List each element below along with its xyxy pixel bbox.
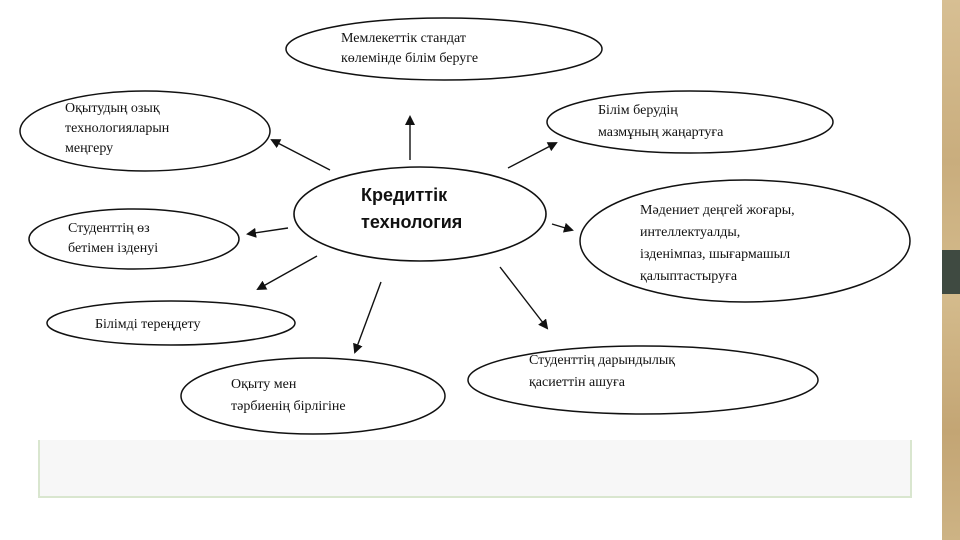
node-top-right-line-1: Білім берудің: [598, 103, 678, 118]
node-left-line-1: Студенттің өз: [68, 221, 150, 236]
node-right-ellipse: [580, 180, 910, 302]
slide-bottom-strip: [0, 508, 942, 540]
node-left-line-2: бетімен ізденуі: [68, 241, 159, 256]
node-top-left-line-3: меңгеру: [65, 141, 114, 156]
arrow-to-bottom-center: [355, 282, 381, 352]
arrow-to-top-right: [508, 143, 556, 168]
center-line-2: технология: [361, 212, 463, 232]
node-top-line-1: Мемлекеттік стандат: [341, 31, 466, 46]
arrow-to-top-left: [272, 140, 330, 170]
arrow-to-left: [248, 228, 288, 234]
node-top-line-2: көлемінде білім беруге: [341, 51, 479, 66]
node-bottom-right-line-1: Студенттің дарындылық: [529, 353, 676, 368]
node-right-line-4: қалыптастыруға: [640, 269, 738, 284]
node-right-line-3: ізденімпаз, шығармашыл: [640, 247, 791, 262]
node-top-left-line-1: Оқытудың озық: [65, 101, 160, 116]
arrow-to-bottom-right: [500, 267, 547, 328]
node-right-line-2: интеллектуалды,: [640, 225, 741, 240]
node-top-ellipse: [286, 18, 602, 80]
arrow-to-bottom-left: [258, 256, 317, 289]
node-bottom-right-line-2: қасиеттін ашуға: [529, 375, 626, 390]
node-bottom-left-line-1: Білімді тереңдету: [95, 317, 201, 332]
node-top-right-line-2: мазмұның жаңартуға: [598, 125, 724, 140]
node-bottom-center-ellipse: [181, 358, 445, 434]
node-top-left-line-2: технологияларын: [65, 121, 170, 136]
arrow-to-right: [552, 224, 572, 230]
slide-lower-frame: [38, 440, 912, 498]
node-left-ellipse: [29, 209, 239, 269]
node-bottom-center-line-1: Оқыту мен: [231, 377, 297, 392]
node-right-line-1: Мәдениет деңгей жоғары,: [640, 203, 795, 218]
center-line-1: Кредиттік: [361, 185, 448, 205]
node-bottom-left-label: [95, 317, 201, 332]
node-top-right-ellipse: [547, 91, 833, 153]
wood-edge-accent: [942, 250, 960, 294]
node-bottom-center-line-2: тәрбиенің бірлігіне: [231, 399, 346, 414]
